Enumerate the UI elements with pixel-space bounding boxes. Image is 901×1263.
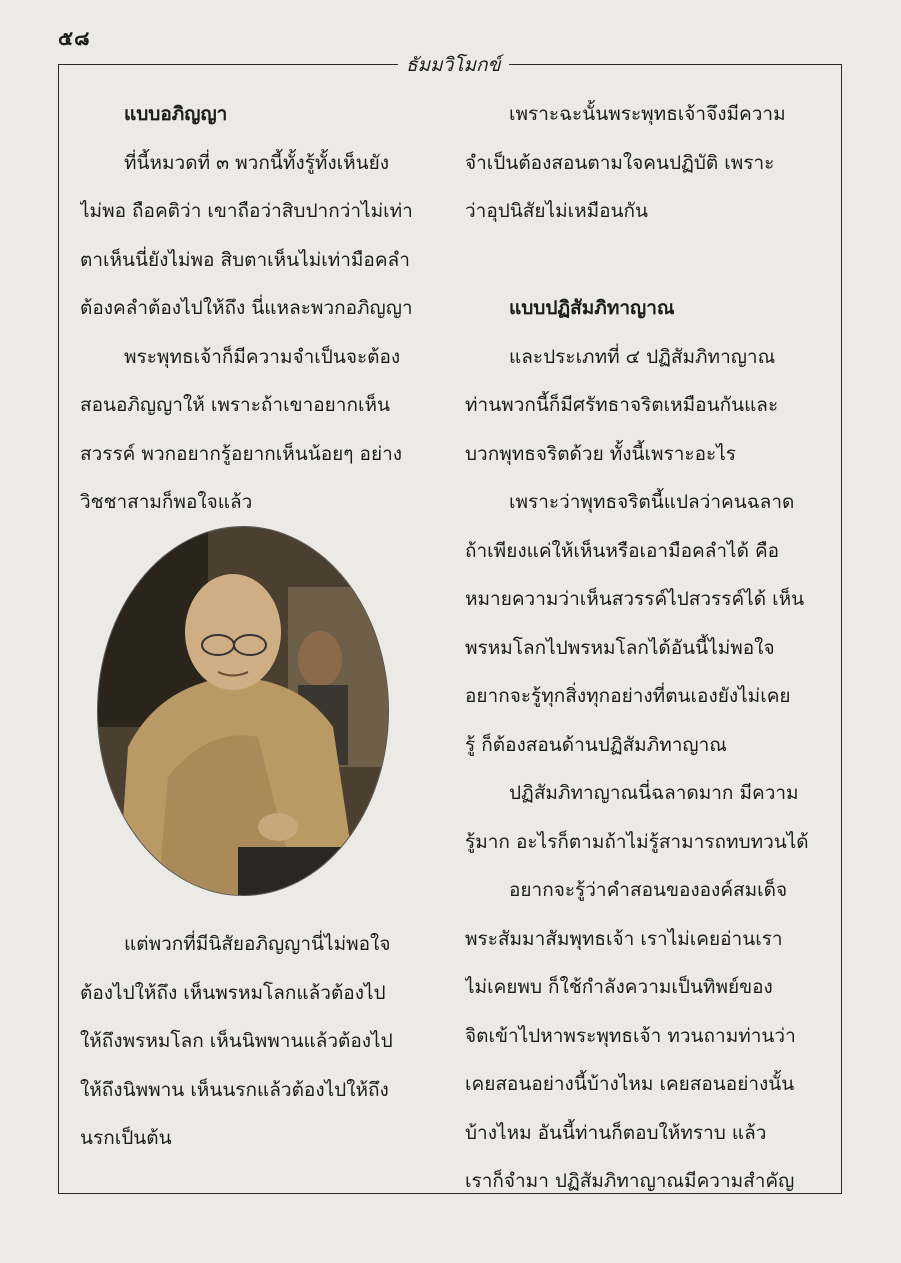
- paragraph-line: อยากจะรู้ว่าคำสอนขององค์สมเด็จ: [509, 879, 788, 901]
- paragraph-line: แต่พวกที่มีนิสัยอภิญญานี่ไม่พอใจ: [124, 933, 391, 955]
- paragraph-line: วิชชาสามก็พอใจแล้ว: [80, 491, 253, 513]
- paragraph-line: ต้องคลำต้องไปให้ถึง นี่แหละพวกอภิญญา: [80, 297, 413, 319]
- paragraph-line: ว่าอุปนิสัยไม่เหมือนกัน: [465, 200, 649, 222]
- paragraph-line: หมายความว่าเห็นสวรรค์ไปสวรรค์ได้ เห็น: [465, 588, 805, 610]
- paragraph-line: พระพุทธเจ้าก็มีความจำเป็นจะต้อง: [124, 345, 401, 368]
- paragraph-line: จิตเข้าไปหาพระพุทธเจ้า ทวนถามท่านว่า: [465, 1024, 796, 1047]
- monk-portrait-photo: [98, 527, 388, 895]
- paragraph-line: ท่านพวกนี้ก็มีศรัทธาจริตเหมือนกันและ: [465, 394, 779, 416]
- paragraph-line: บวกพุทธจริตด้วย ทั้งนี้เพราะอะไร: [465, 442, 737, 465]
- paragraph-line: ไม่เคยพบ ก็ใช้กำลังความเป็นทิพย์ของ: [465, 976, 773, 998]
- paragraph-line: บ้างไหม อันนี้ท่านก็ตอบให้ทราบ แล้ว: [465, 1121, 767, 1144]
- paragraph-line: และประเภทที่ ๔ ปฏิสัมภิทาญาณ: [509, 345, 776, 368]
- paragraph-line: เคยสอนอย่างนี้บ้างไหม เคยสอนอย่างนั้น: [465, 1073, 795, 1095]
- paragraph-line: ให้ถึงพรหมโลก เห็นนิพพานแล้วต้องไป: [80, 1030, 393, 1052]
- paragraph-line: อยากจะรู้ทุกสิ่งทุกอย่างที่ตนเองยังไม่เคย: [465, 685, 791, 707]
- paragraph-line: นรกเป็นต้น: [80, 1127, 172, 1149]
- paragraph-line: ตาเห็นนี่ยังไม่พอ สิบตาเห็นไม่เท่ามือคลำ: [80, 248, 410, 271]
- section-heading-abhinna: แบบอภิญญา: [124, 103, 228, 125]
- paragraph-line: สวรรค์ พวกอยากรู้อยากเห็นน้อยๆ อย่าง: [80, 442, 403, 465]
- paragraph-line: ไม่พอ ถือคติว่า เขาถือว่าสิบปากว่าไม่เท่า: [80, 200, 413, 222]
- paragraph-spacer: [465, 236, 823, 285]
- paragraph-line: เพราะฉะนั้นพระพุทธเจ้าจึงมีความ: [509, 103, 786, 125]
- section-heading-patisambhida: แบบปฏิสัมภิทาญาณ: [509, 297, 675, 319]
- paragraph-line: รู้มาก อะไรก็ตามถ้าไม่รู้สามารถทบทวนได้: [465, 830, 809, 853]
- left-column-bottom: [80, 920, 438, 1163]
- paragraph-line: พรหมโลกไปพรหมโลกได้อันนี้ไม่พอใจ: [465, 636, 775, 659]
- paragraph-line: สอนอภิญญาให้ เพราะถ้าเขาอยากเห็น: [80, 394, 390, 416]
- page-number: ๕๘: [58, 26, 91, 50]
- paragraph-line: รู้ ก็ต้องสอนด้านปฏิสัมภิทาญาณ: [465, 733, 727, 756]
- paragraph-line: ปฏิสัมภิทาญาณนี่ฉลาดมาก มีความ: [509, 782, 799, 804]
- paragraph-line: จำเป็นต้องสอนตามใจคนปฏิบัติ เพราะ: [465, 151, 775, 174]
- paragraph-line: ที่นี้หมวดที่ ๓ พวกนี้ทั้งรู้ทั้งเห็นยัง: [124, 151, 390, 174]
- paragraph-line: เพราะว่าพุทธจริตนี้แปลว่าคนฉลาด: [509, 491, 795, 513]
- paragraph-line: พระสัมมาสัมพุทธเจ้า เราไม่เคยอ่านเรา: [465, 927, 783, 950]
- left-column-top: [80, 90, 438, 527]
- paragraph-line: ต้องไปให้ถึง เห็นพรหมโลกแล้วต้องไป: [80, 981, 386, 1004]
- right-column: [465, 90, 823, 1206]
- paragraph-line: ให้ถึงนิพพาน เห็นนรกแล้วต้องไปให้ถึง: [80, 1078, 389, 1101]
- running-header-title: ธัมมวิโมกข์: [398, 50, 509, 80]
- paragraph-line: เราก็จำมา ปฏิสัมภิทาญาณมีความสำคัญ: [465, 1170, 795, 1192]
- monk-portrait-illustration: [98, 527, 388, 895]
- paragraph-line: ถ้าเพียงแค่ให้เห็นหรือเอามือคลำได้ คือ: [465, 539, 780, 562]
